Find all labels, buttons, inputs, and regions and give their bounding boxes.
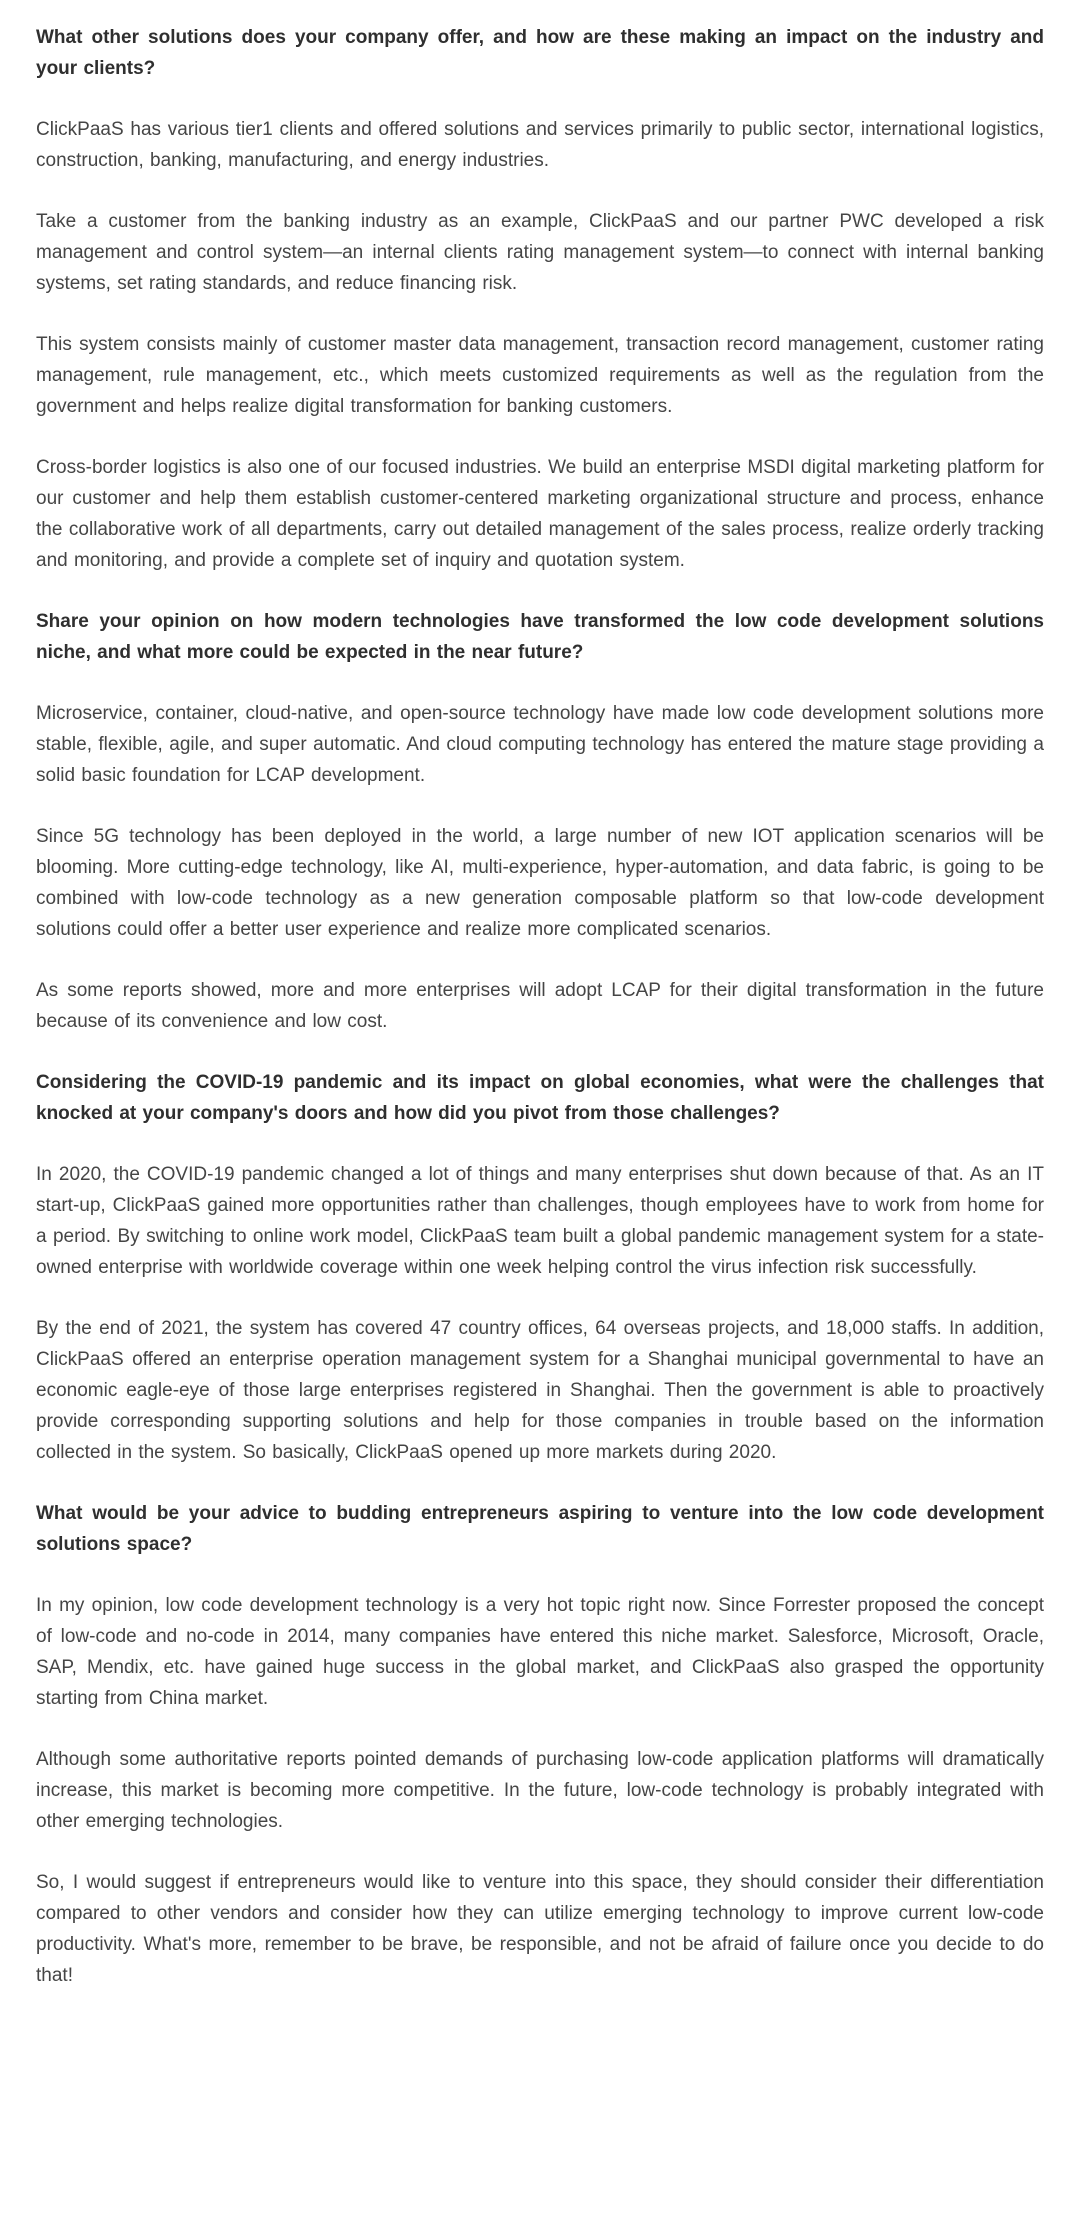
answer-paragraph: ClickPaaS has various tier1 clients and offered solutions and services primarily to public sector, international logistics, construction, banking, manufacturing, and energy industries. xyxy=(36,119,1044,171)
question-heading-4: What would be your advice to budding entrepreneurs aspiring to venture into the low code development solutions space? xyxy=(36,1503,1044,1555)
answer-paragraph: So, I would suggest if entrepreneurs would like to venture into this space, they should consider their differentiation compared to other vendors and consider how they can utilize emerging technology to improve current low-code productivity. What's more, remember to be brave, be responsible, and not be afraid of failure once you decide to do that! xyxy=(36,1872,1044,1986)
answer-paragraph: Although some authoritative reports pointed demands of purchasing low-code application platforms will dramatically increase, this market is becoming more competitive. In the future, low-code technology is probably integrated with other emerging technologies. xyxy=(36,1749,1044,1832)
answer-paragraph: Microservice, container, cloud-native, and open-source technology have made low code development solutions more stable, flexible, agile, and super automatic. And cloud computing technology has entered the mature stage providing a solid basic foundation for LCAP development. xyxy=(36,703,1044,786)
question-heading-3: Considering the COVID-19 pandemic and its impact on global economies, what were the challenges that knocked at your company's doors and how did you pivot from those challenges? xyxy=(36,1072,1044,1124)
answer-paragraph: By the end of 2021, the system has covered 47 country offices, 64 overseas projects, and 18,000 staffs. In addition, ClickPaaS offered an enterprise operation management system for a Shanghai municipal governmental to have an economic eagle-eye of those large enterprises registered in Shanghai. Then the government is able to proactively provide corresponding supporting solutions and help for those companies in trouble based on the information collected in the system. So basically, ClickPaaS opened up more markets during 2020. xyxy=(36,1318,1044,1463)
answer-paragraph: In 2020, the COVID-19 pandemic changed a lot of things and many enterprises shut down because of that. As an IT start-up, ClickPaaS gained more opportunities rather than challenges, though employees have to work from home for a period. By switching to online work model, ClickPaaS team built a global pandemic management system for a state-owned enterprise with worldwide coverage within one week helping control the virus infection risk successfully. xyxy=(36,1164,1044,1278)
answer-paragraph: Since 5G technology has been deployed in the world, a large number of new IOT application scenarios will be blooming. More cutting-edge technology, like AI, multi-experience, hyper-automation, and data fabric, is going to be combined with low-code technology as a new generation composable platform so that low-code development solutions could offer a better user experience and realize more complicated scenarios. xyxy=(36,826,1044,940)
question-heading-1: What other solutions does your company offer, and how are these making an impact on the industry and your clients? xyxy=(36,27,1044,79)
answer-paragraph: Take a customer from the banking industry as an example, ClickPaaS and our partner PWC developed a risk management and control system—an internal clients rating management system—to connect with internal banking systems, set rating standards, and reduce financing risk. xyxy=(36,211,1044,294)
answer-paragraph: As some reports showed, more and more enterprises will adopt LCAP for their digital transformation in the future because of its convenience and low cost. xyxy=(36,980,1044,1032)
answer-paragraph: In my opinion, low code development technology is a very hot topic right now. Since Forrester proposed the concept of low-code and no-code in 2014, many companies have entered this niche market. Salesforce, Microsoft, Oracle, SAP, Mendix, etc. have gained huge success in the global market, and ClickPaaS also grasped the opportunity starting from China market. xyxy=(36,1595,1044,1709)
answer-paragraph: This system consists mainly of customer master data management, transaction record management, customer rating management, rule management, etc., which meets customized requirements as well as the regulation from the government and helps realize digital transformation for banking customers. xyxy=(36,334,1044,417)
answer-paragraph: Cross-border logistics is also one of our focused industries. We build an enterprise MSDI digital marketing platform for our customer and help them establish customer-centered marketing organizational structure and process, enhance the collaborative work of all departments, carry out detailed management of the sales process, realize orderly tracking and monitoring, and provide a complete set of inquiry and quotation system. xyxy=(36,457,1044,571)
question-heading-2: Share your opinion on how modern technologies have transformed the low code development solutions niche, and what more could be expected in the near future? xyxy=(36,611,1044,663)
